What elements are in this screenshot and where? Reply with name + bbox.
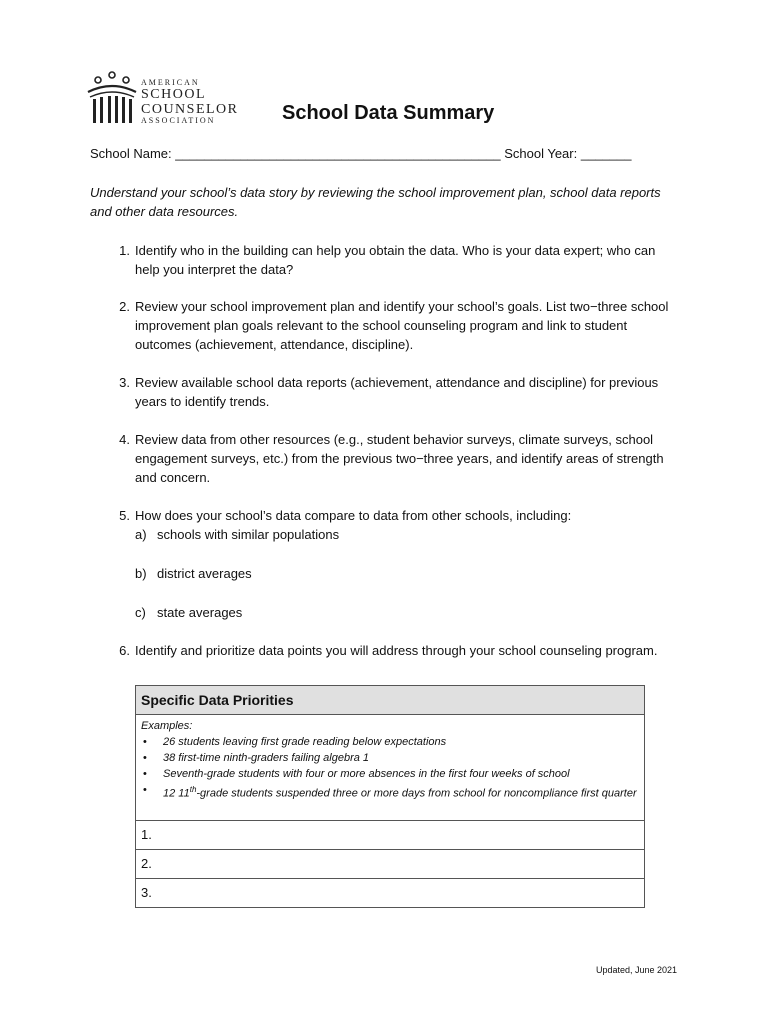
priority-row-3[interactable]: 3.	[136, 879, 645, 908]
examples-label: Examples:	[141, 720, 193, 732]
example-4-superscript: th	[189, 785, 197, 794]
list-item-text: Identify who in the building can help you obtain the data. Who is your data expert; who can help you interpret the data?	[135, 243, 656, 277]
list-item-number: 6.	[119, 643, 130, 658]
examples-cell	[136, 715, 645, 821]
list-item-text: Review data from other resources (e.g., student behavior surveys, climate surveys, school engagement surveys, etc.) from the previous two−three years, and identify areas of strength and concern.	[135, 432, 664, 485]
example-item: • 26 students leaving first grade reading below expectations	[163, 734, 639, 750]
logo-line-counselor: COUNSELOR	[141, 102, 239, 117]
logo-line-american: AMERICAN	[141, 78, 200, 87]
list-item-number: 3.	[119, 375, 130, 390]
examples-list	[141, 734, 639, 802]
example-4-suffix: -grade students suspended three or more days from school for noncompliance first quarter	[196, 787, 637, 800]
list-item-text: Review available school data reports (achievement, attendance and discipline) for previous years to identify trends.	[135, 375, 659, 409]
page-title: School Data Summary	[282, 102, 495, 124]
list-item-text: Review your school improvement plan and identify your school’s goals. List two−three school improvement plan goals relevant to the school counseling program and link to student outcomes (achievement, attendance, discipline).	[135, 299, 669, 352]
sub-item	[135, 525, 339, 544]
sub-item-letter: c)	[135, 605, 146, 620]
list-item-number: 1.	[119, 243, 130, 258]
sub-item	[135, 603, 242, 622]
example-item: • 38 first-time ninth-graders failing algebra 1	[163, 750, 639, 766]
logo-line-association: ASSOCIATION	[141, 116, 216, 125]
sub-item-text: schools with similar populations	[157, 527, 340, 542]
list-item-text: Identify and prioritize data points you will address through your school counseling program.	[135, 643, 658, 658]
school-name-year-line: School Name: _____________________________________________ School Year: _______	[90, 146, 632, 161]
example-4-prefix: 12 11	[163, 787, 190, 800]
sub-item-text: state averages	[157, 605, 243, 620]
list-item-number: 4.	[119, 432, 130, 447]
sub-item-letter: b)	[135, 566, 147, 581]
intro-paragraph: Understand your school’s data story by reviewing the school improvement plan, school data reports and other data resources.	[90, 185, 661, 219]
asca-logo-icon	[86, 70, 138, 128]
list-item-number: 5.	[119, 508, 130, 523]
sub-item-text: district averages	[157, 566, 252, 581]
data-priorities-table	[135, 685, 645, 908]
example-item: • Seventh-grade students with four or more absences in the first four weeks of school	[163, 766, 639, 782]
priority-row-2[interactable]: 2.	[136, 850, 645, 879]
list-item-text: How does your school’s data compare to data from other schools, including:	[135, 508, 572, 523]
priority-row-1[interactable]: 1.	[136, 821, 645, 850]
asca-logo	[86, 70, 239, 128]
list-item-number: 2.	[119, 299, 130, 314]
example-item	[163, 782, 639, 802]
logo-line-school: SCHOOL	[141, 87, 207, 102]
sub-item	[135, 564, 252, 583]
table-header: Specific Data Priorities	[136, 686, 645, 715]
updated-date: Updated, June 2021	[596, 965, 678, 975]
sub-item-letter: a)	[135, 527, 147, 542]
